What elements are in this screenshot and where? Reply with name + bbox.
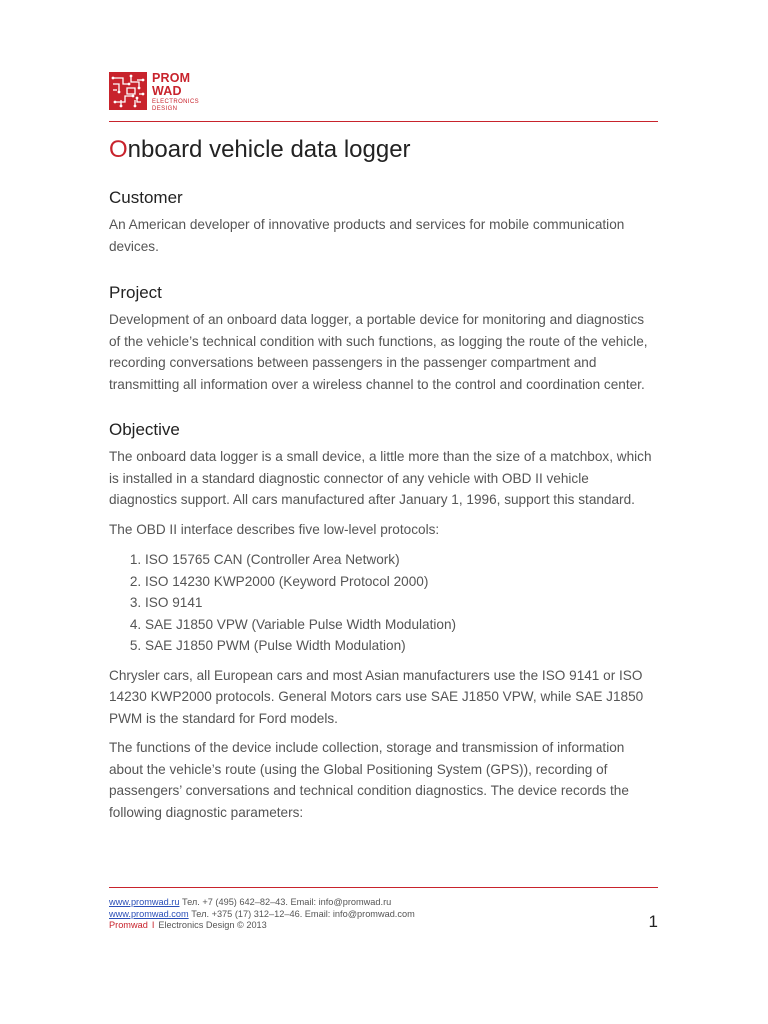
logo-wordmark bbox=[152, 72, 199, 113]
footer-brand: Promwad bbox=[109, 920, 148, 930]
title-initial-letter: O bbox=[109, 136, 128, 163]
logo-sub-design: DESIGN bbox=[152, 106, 178, 112]
logo-sub-electronics: ELECTRONICS bbox=[152, 99, 200, 105]
objective-paragraph-4: The functions of the device include collection, storage and transmission of information about the vehicle’s route (using the Global Positioning System (GPS)), recording of passengers’ conversations and technical condition diagnostics. The device records the following diagnostic parameters: bbox=[109, 740, 629, 820]
project-text: Development of an onboard data logger, a portable device for monitoring and diagnostics of the vehicle’s technical condition with such functions, as logging the route of the vehicle, recording conversations between passengers in the passenger compartment and transmitting all information over a wireless channel to the control and coordination center. bbox=[109, 312, 648, 392]
page-number: 1 bbox=[648, 912, 658, 931]
document-body bbox=[109, 186, 658, 823]
protocol-list-item: 5. SAE J1850 PWM (Pulse Width Modulation) bbox=[145, 635, 658, 657]
customer-text: An American developer of innovative products and services for mobile communication devices. bbox=[109, 217, 625, 254]
promwad-logo bbox=[109, 72, 269, 110]
footer-link-promwad-com[interactable]: www.promwad.com bbox=[109, 908, 189, 919]
footer-contact-ru-text: Тел. +7 (495) 642–82–43. Email: info@promwad.ru bbox=[179, 897, 392, 907]
protocol-list-item: 4. SAE J1850 VPW (Variable Pulse Width Modulation) bbox=[145, 614, 658, 636]
page-footer bbox=[109, 897, 658, 932]
header-divider bbox=[109, 121, 658, 122]
footer-contact-com-text: Тел. +375 (17) 312–12–46. Email: info@promwad.com bbox=[188, 908, 415, 919]
objective-paragraph-2: The OBD II interface describes five low-level protocols: bbox=[109, 521, 440, 537]
objective-section bbox=[109, 418, 658, 823]
objective-paragraph-3: Chrysler cars, all European cars and most Asian manufacturers use the ISO 9141 or ISO 14230 KWP2000 protocols. General Motors cars use SAE J1850 VPW, while SAE J1850 PWM is the standard for Ford models. bbox=[109, 667, 644, 726]
customer-section bbox=[109, 186, 658, 257]
protocol-list-item: 1. ISO 15765 CAN (Controller Area Network) bbox=[145, 549, 658, 571]
objective-heading: Objective bbox=[109, 420, 180, 439]
title-text: nboard vehicle data logger bbox=[127, 136, 411, 163]
logo-line-wad: WAD bbox=[152, 83, 182, 98]
protocol-list-item: 2. ISO 14230 KWP2000 (Keyword Protocol 2000) bbox=[145, 571, 658, 593]
objective-paragraph-1: The onboard data logger is a small device, a little more than the size of a matchbox, which is installed in a standard diagnostic connector of any vehicle with OBD II vehicle diagnostics support. All cars manufactured after January 1, 1996, support this standard. bbox=[109, 449, 652, 507]
project-section bbox=[109, 281, 658, 395]
protocol-list bbox=[109, 549, 658, 657]
customer-heading: Customer bbox=[109, 188, 183, 207]
circuit-board-icon bbox=[109, 72, 147, 110]
document-title bbox=[109, 136, 411, 164]
footer-contact-com bbox=[109, 909, 658, 921]
footer-tagline: Electronics Design © 2013 bbox=[158, 920, 267, 930]
footer-separator: I bbox=[151, 920, 155, 930]
footer-contact-ru bbox=[109, 897, 658, 909]
footer-link-promwad-ru[interactable]: www.promwad.ru bbox=[109, 897, 180, 907]
project-heading: Project bbox=[109, 283, 162, 302]
footer-divider bbox=[109, 887, 658, 888]
logo-line-prom: PROM bbox=[152, 71, 191, 85]
footer-brand-line bbox=[109, 920, 658, 932]
protocol-list-item: 3. ISO 9141 bbox=[145, 592, 658, 614]
